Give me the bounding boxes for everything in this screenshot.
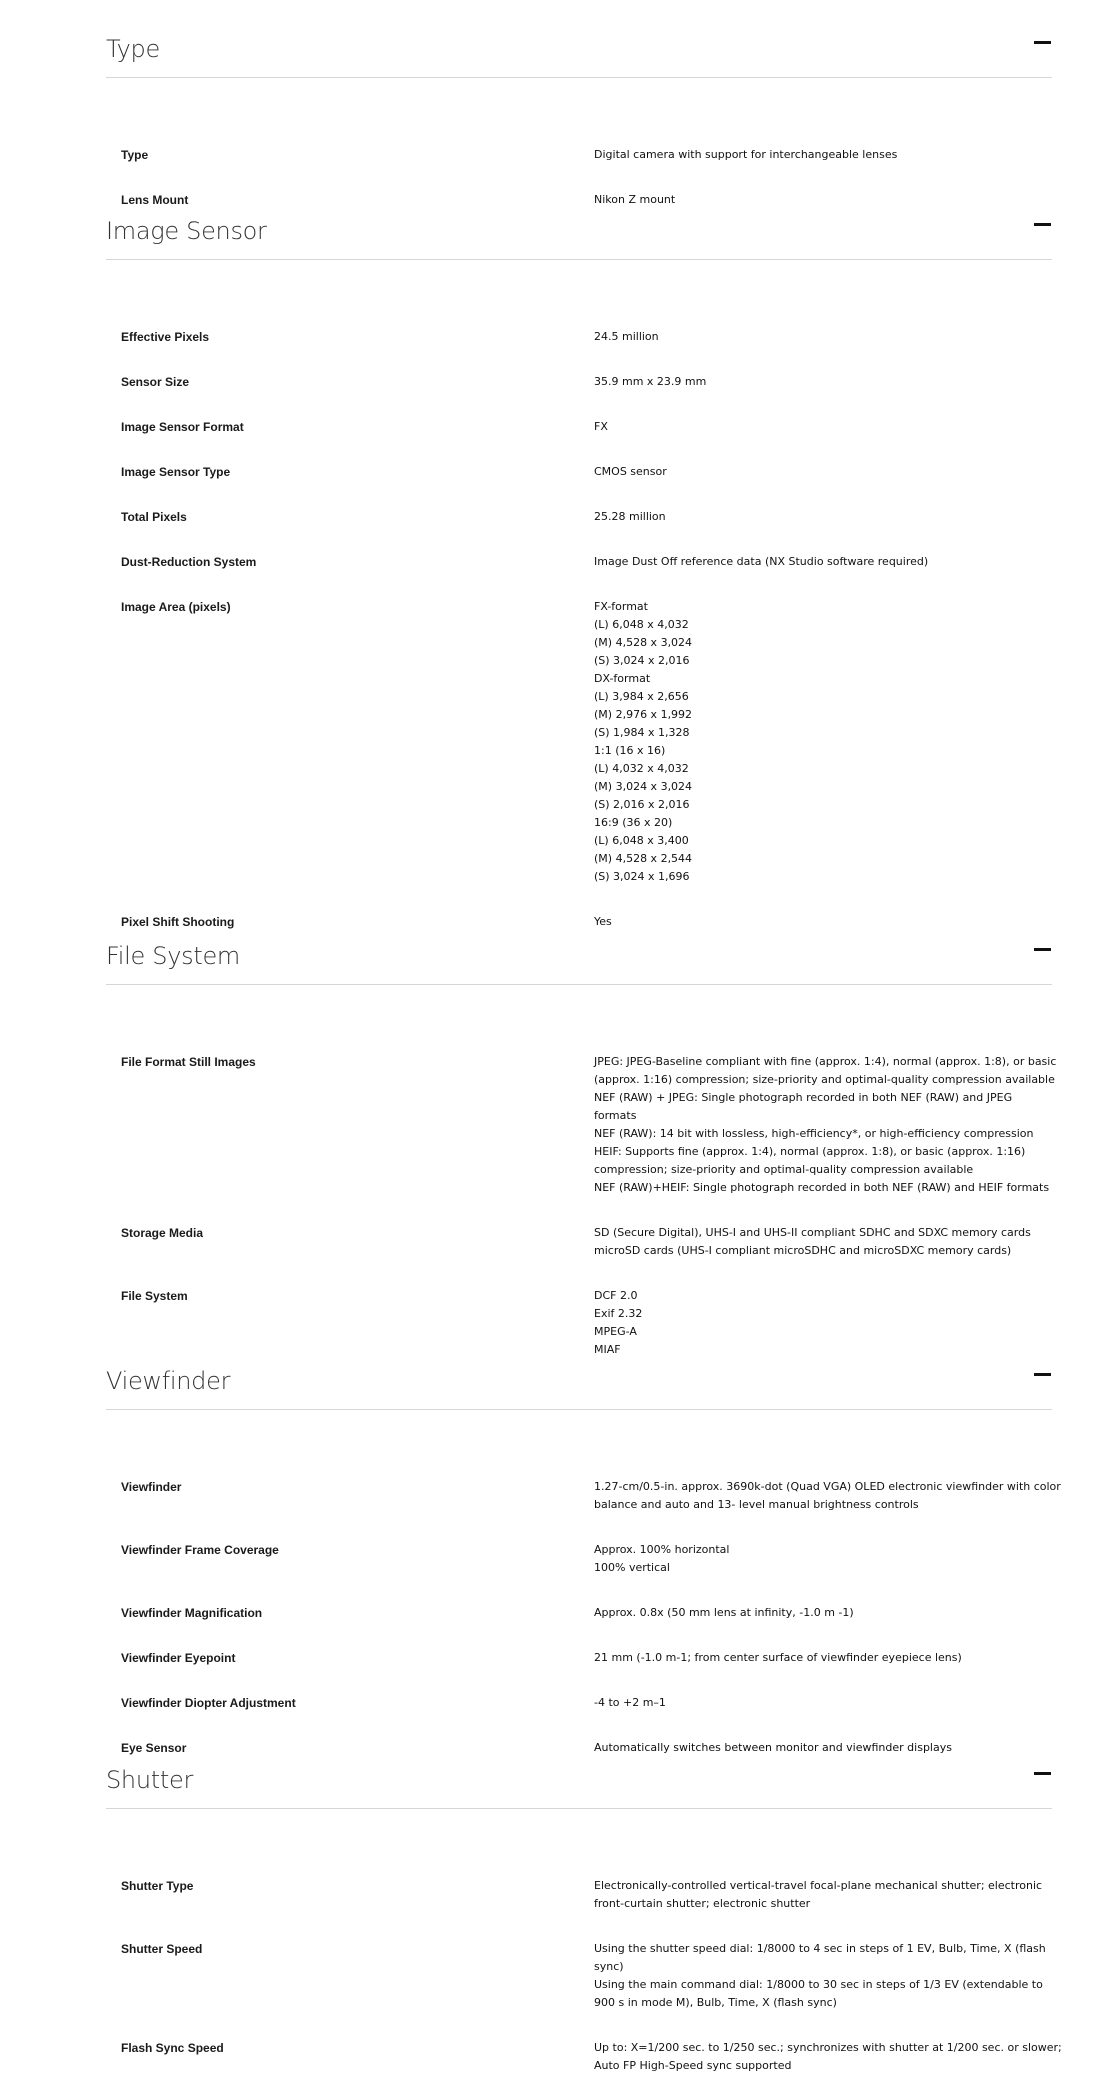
minus-icon — [1034, 948, 1051, 951]
spec-value-line: (S) 2,016 x 2,016 — [594, 798, 690, 811]
spec-value — [594, 1694, 1049, 1712]
spec-value-line: 1:1 (16 x 16) — [594, 744, 666, 757]
spec-value-line: (L) 3,984 x 2,656 — [594, 690, 689, 703]
spec-value-line: 24.5 million — [594, 330, 659, 343]
minus-icon — [1034, 1772, 1051, 1775]
spec-value — [594, 1224, 1049, 1260]
spec-label: Effective Pixels — [121, 330, 210, 344]
spec-value — [594, 1541, 1049, 1577]
spec-label: Image Sensor Format — [121, 420, 244, 434]
spec-value-line: Auto FP High-Speed sync supported — [594, 2059, 792, 2072]
spec-value-line: Automatically switches between monitor and viewfinder displays — [594, 1741, 952, 1754]
section-header[interactable] — [106, 940, 1052, 985]
spec-value — [594, 146, 1049, 164]
spec-label: Shutter Speed — [121, 1942, 203, 1956]
spec-value-line: (L) 6,048 x 4,032 — [594, 618, 689, 631]
spec-label: File System — [121, 1289, 188, 1303]
spec-value-line: Electronically-controlled vertical-travel focal-plane mechanical shutter; electronic — [594, 1879, 1043, 1892]
spec-value — [594, 1940, 1049, 2012]
section-header[interactable] — [106, 1764, 1052, 1809]
spec-value-line: (M) 4,528 x 3,024 — [594, 636, 693, 649]
spec-label: Pixel Shift Shooting — [121, 915, 235, 929]
spec-value-line: HEIF: Supports fine (approx. 1:4), normal (approx. 1:8), or basic (approx. 1:16) — [594, 1145, 1026, 1158]
spec-value — [594, 418, 1049, 436]
spec-value-line: sync) — [594, 1960, 624, 1973]
spec-value-line: DX-format — [594, 672, 651, 685]
spec-label: Shutter Type — [121, 1879, 194, 1893]
spec-value-line: (M) 3,024 x 3,024 — [594, 780, 693, 793]
spec-section-type — [106, 33, 1052, 207]
spec-value-line: MIAF — [594, 1343, 621, 1356]
spec-value-line: (M) 4,528 x 2,544 — [594, 852, 693, 865]
spec-section-image-sensor — [106, 215, 1052, 929]
spec-label: Image Area (pixels) — [121, 600, 231, 614]
minus-icon — [1034, 223, 1051, 226]
section-header[interactable] — [106, 215, 1052, 260]
spec-label: Image Sensor Type — [121, 465, 231, 479]
spec-value-line: FX — [594, 420, 608, 433]
spec-value — [594, 1053, 1057, 1197]
spec-label: Dust-Reduction System — [121, 555, 257, 569]
spec-value-line: 1.27-cm/0.5-in. approx. 3690k-dot (Quad VGA) OLED electronic viewfinder with color — [594, 1480, 1061, 1493]
spec-value — [594, 1287, 1049, 1359]
spec-value-line: 900 s in mode M), Bulb, Time, X (flash sync) — [594, 1996, 837, 2009]
spec-section-viewfinder — [106, 1365, 1061, 1755]
spec-value — [594, 373, 1049, 391]
spec-value-line: SD (Secure Digital), UHS-I and UHS-II compliant SDHC and SDXC memory cards — [594, 1226, 1031, 1239]
spec-value-line: Using the main command dial: 1/8000 to 30 sec in steps of 1/3 EV (extendable to — [594, 1978, 1043, 1991]
spec-value-line: (S) 1,984 x 1,328 — [594, 726, 690, 739]
spec-label: Storage Media — [121, 1226, 204, 1240]
spec-section-file-system — [106, 940, 1057, 1356]
spec-value-line: Image Dust Off reference data (NX Studio software required) — [594, 555, 929, 568]
spec-value — [594, 508, 1049, 526]
spec-label: Eye Sensor — [121, 1741, 187, 1755]
spec-value-line: (S) 3,024 x 2,016 — [594, 654, 690, 667]
spec-value-line: (approx. 1:16) compression; size-priority and optimal-quality compression available — [594, 1073, 1055, 1086]
spec-value — [594, 1877, 1049, 1913]
spec-value-line: formats — [594, 1109, 637, 1122]
spec-label: Total Pixels — [121, 510, 187, 524]
section-header[interactable] — [106, 33, 1052, 78]
spec-value-line: (M) 2,976 x 1,992 — [594, 708, 693, 721]
spec-value-line: 35.9 mm x 23.9 mm — [594, 375, 707, 388]
spec-label: File Format Still Images — [121, 1055, 256, 1069]
spec-value-line: (L) 6,048 x 3,400 — [594, 834, 689, 847]
spec-value — [594, 1604, 1049, 1622]
spec-label: Type — [121, 148, 149, 162]
spec-value-line: front-curtain shutter; electronic shutter — [594, 1897, 811, 1910]
spec-value-line: 25.28 million — [594, 510, 666, 523]
spec-value-line: Exif 2.32 — [594, 1307, 643, 1320]
spec-value — [594, 2039, 1062, 2075]
spec-value-line: CMOS sensor — [594, 465, 667, 478]
spec-label: Lens Mount — [121, 193, 189, 207]
spec-label: Viewfinder — [121, 1480, 182, 1494]
spec-value-line: (S) 3,024 x 1,696 — [594, 870, 690, 883]
spec-value-line: (L) 4,032 x 4,032 — [594, 762, 689, 775]
spec-label: Flash Sync Speed — [121, 2041, 224, 2055]
spec-value-line: 16:9 (36 x 20) — [594, 816, 673, 829]
collapse-section-button[interactable] — [1030, 33, 1052, 51]
section-title: Image Sensor — [106, 217, 267, 245]
spec-value — [594, 1478, 1061, 1514]
spec-value-line: MPEG-A — [594, 1325, 637, 1338]
spec-label: Viewfinder Eyepoint — [121, 1651, 236, 1665]
spec-value-line: microSD cards (UHS-I compliant microSDHC and microSDXC memory cards) — [594, 1244, 1012, 1257]
spec-value-line: Nikon Z mount — [594, 193, 676, 206]
section-title: File System — [106, 942, 240, 970]
spec-label: Sensor Size — [121, 375, 190, 389]
spec-value-line: compression; size-priority and optimal-quality compression available — [594, 1163, 974, 1176]
spec-value-line: FX-format — [594, 600, 648, 613]
minus-icon — [1034, 41, 1051, 44]
spec-value — [594, 598, 1049, 886]
spec-value — [594, 1649, 1049, 1667]
spec-value-line: Using the shutter speed dial: 1/8000 to 4 sec in steps of 1 EV, Bulb, Time, X (flash — [594, 1942, 1046, 1955]
spec-label: Viewfinder Diopter Adjustment — [121, 1696, 296, 1710]
spec-value-line: JPEG: JPEG-Baseline compliant with fine (approx. 1:4), normal (approx. 1:8), or basic — [594, 1055, 1057, 1068]
spec-value-line: 100% vertical — [594, 1561, 670, 1574]
spec-value-line: -4 to +2 m–1 — [594, 1696, 666, 1709]
section-header[interactable] — [106, 1365, 1052, 1410]
spec-value — [594, 191, 1049, 209]
collapse-section-button[interactable] — [1030, 940, 1052, 958]
spec-value-line: NEF (RAW)+HEIF: Single photograph recorded in both NEF (RAW) and HEIF formats — [594, 1181, 1050, 1194]
collapse-section-button[interactable] — [1030, 1365, 1052, 1383]
spec-value — [594, 463, 1049, 481]
spec-value — [594, 913, 1049, 931]
collapse-section-button[interactable] — [1030, 1764, 1052, 1782]
spec-value-line: balance and auto and 13- level manual brightness controls — [594, 1498, 919, 1511]
section-title: Viewfinder — [106, 1367, 231, 1395]
spec-value — [594, 1739, 1049, 1757]
spec-value-line: 21 mm (-1.0 m-1; from center surface of viewfinder eyepiece lens) — [594, 1651, 962, 1664]
spec-label: Viewfinder Frame Coverage — [121, 1543, 279, 1557]
spec-value-line: Approx. 0.8x (50 mm lens at infinity, -1.0 m -1) — [594, 1606, 854, 1619]
spec-value-line: NEF (RAW) + JPEG: Single photograph recorded in both NEF (RAW) and JPEG — [594, 1091, 1013, 1104]
spec-value-line: Up to: X=1/200 sec. to 1/250 sec.; synchronizes with shutter at 1/200 sec. or slower; — [594, 2041, 1062, 2054]
section-title: Shutter — [106, 1766, 194, 1794]
spec-label: Viewfinder Magnification — [121, 1606, 263, 1620]
spec-value-line: Digital camera with support for interchangeable lenses — [594, 148, 898, 161]
section-title: Type — [106, 35, 160, 63]
spec-value-line: Yes — [594, 915, 612, 928]
spec-section-shutter — [106, 1764, 1062, 2072]
spec-value-line: Approx. 100% horizontal — [594, 1543, 730, 1556]
spec-value-line: NEF (RAW): 14 bit with lossless, high-efficiency*, or high-efficiency compression — [594, 1127, 1034, 1140]
spec-value — [594, 328, 1049, 346]
spec-value-line: DCF 2.0 — [594, 1289, 638, 1302]
collapse-section-button[interactable] — [1030, 215, 1052, 233]
spec-value — [594, 553, 1049, 571]
minus-icon — [1034, 1373, 1051, 1376]
